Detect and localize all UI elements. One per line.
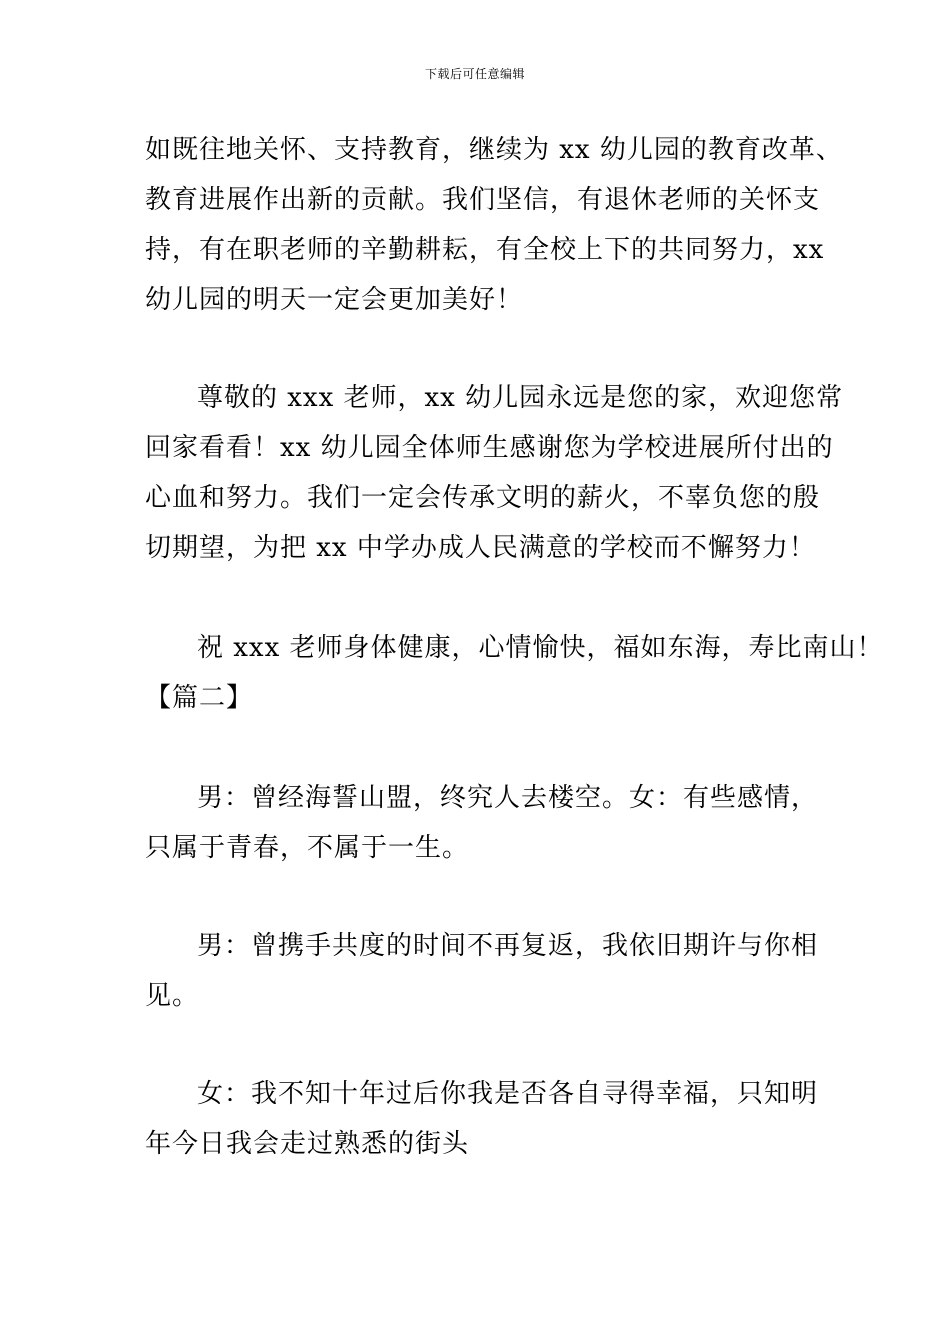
paragraph-3-line-1: 祝 xxx 老师身体健康，心情愉快，福如东海，寿比南山！ [197, 633, 884, 663]
paragraph-2-line-1: 尊敬的 xxx 老师，xx 幼儿园永远是您的家，欢迎您常 [197, 383, 844, 413]
paragraph-2-line-2: 回家看看！xx 幼儿园全体师生感谢您为学校进展所付出的 [145, 433, 834, 463]
paragraph-1-line-3: 持，有在职老师的辛勤耕耘，有全校上下的共同努力，xx [145, 235, 825, 265]
paragraph-6-line-1: 女：我不知十年过后你我是否各自寻得幸福，只知明 [197, 1079, 819, 1109]
paragraph-4-line-2: 只属于青春，不属于一生。 [145, 833, 470, 863]
paragraph-1-line-2: 教育进展作出新的贡献。我们坚信，有退休老师的关怀支 [145, 185, 821, 215]
paragraph-5-line-2: 见。 [145, 981, 200, 1011]
paragraph-2-line-4: 切期望，为把 xx 中学办成人民满意的学校而不懈努力！ [145, 533, 816, 563]
paragraph-2-line-3: 心血和努力。我们一定会传承文明的薪火，不辜负您的殷 [145, 483, 821, 513]
paragraph-1-line-4: 幼儿园的明天一定会更加美好！ [145, 285, 524, 315]
paragraph-6-line-2: 年今日我会走过熟悉的街头 [145, 1129, 470, 1159]
paragraph-4-line-1: 男：曾经海誓山盟，终究人去楼空。女：有些感情， [197, 783, 819, 813]
section-title: 【篇二】 [145, 683, 254, 713]
paragraph-5-line-1: 男：曾携手共度的时间不再复返，我依旧期许与你相 [197, 931, 819, 961]
page-header: 下载后可任意编辑 [424, 67, 525, 81]
paragraph-1-line-1: 如既往地关怀、支持教育，继续为 xx 幼儿园的教育改革、 [145, 135, 843, 165]
